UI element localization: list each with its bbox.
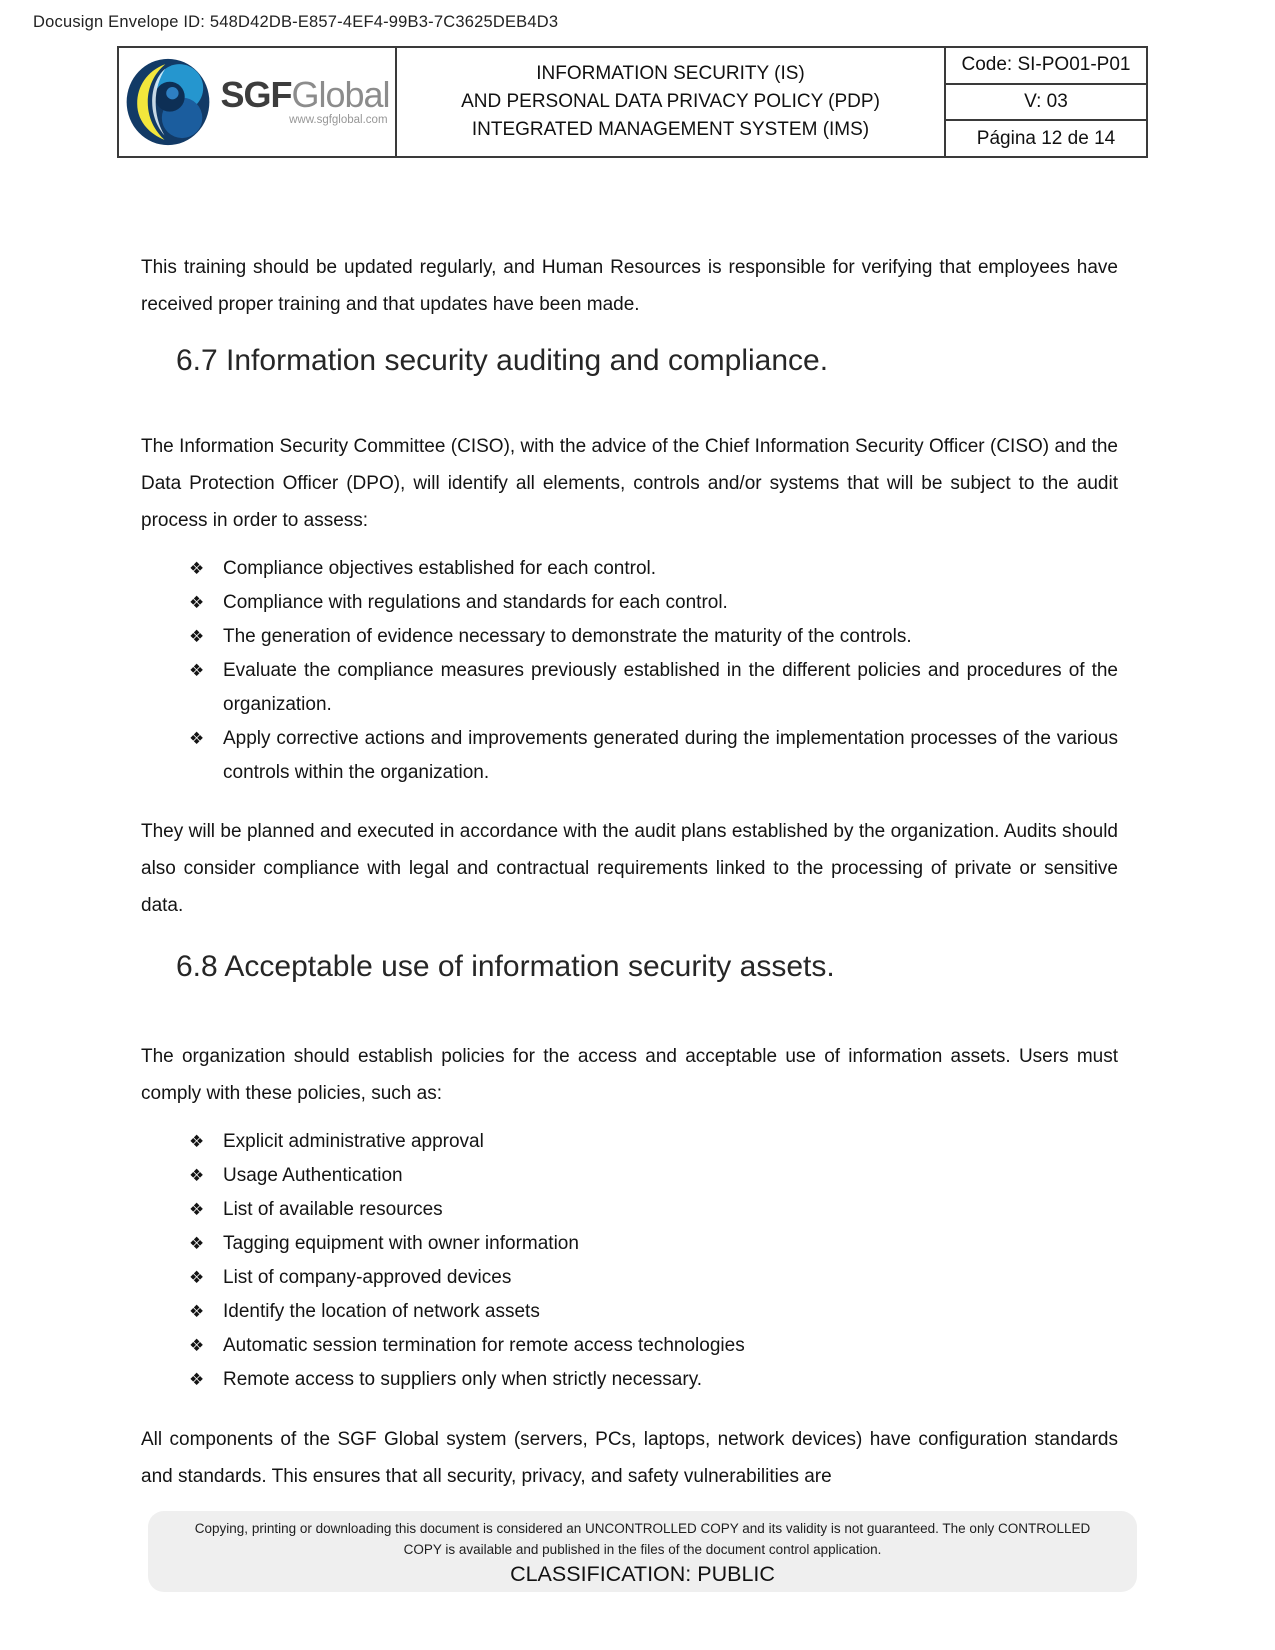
globe-logo-icon <box>124 58 212 146</box>
section-6-7-paragraph-1: The Information Security Committee (CISO), with the advice of the Chief Information Security Officer (CISO) and the Data Protection Officer (DPO), will identify all elements, controls and/or systems that will be subject to the audit process in order to assess: <box>141 436 1118 531</box>
list-item <box>189 552 1118 586</box>
section-6-8-paragraph-1: The organization should establish policies for the access and acceptable use of information assets. Users must comply with these policies, such as: <box>141 1046 1118 1104</box>
list-item <box>189 586 1118 620</box>
section-6-7-heading: 6.7 Information security auditing and compliance. <box>176 344 829 377</box>
diamond-bullet-icon: ❖ <box>189 593 205 612</box>
title-line-3: INTEGRATED MANAGEMENT SYSTEM (IMS) <box>471 119 870 140</box>
uncontrolled-copy-disclaimer: Copying, printing or downloading this document is considered an UNCONTROLLED COPY and its validity is not guaranteed. The only CONTROLLED COPY is available and published in the files of the document control application. <box>194 1521 1091 1557</box>
bullet-text: Evaluate the compliance measures previously established in the different policies and procedures of the organization. <box>223 660 1118 715</box>
document-title-cell <box>397 48 946 156</box>
bullet-text: List of company-approved devices <box>223 1267 512 1288</box>
list-item <box>189 1125 1118 1159</box>
bullet-text: Tagging equipment with owner information <box>223 1233 579 1254</box>
bullet-text: Remote access to suppliers only when strictly necessary. <box>223 1369 703 1390</box>
section-6-8-heading: 6.8 Acceptable use of information security assets. <box>176 950 835 983</box>
section-6-7-bullet-list <box>141 552 1118 790</box>
brand-global: Global <box>291 74 390 116</box>
logo-cell <box>119 48 397 156</box>
brand-sgf: SGF <box>220 74 292 116</box>
diamond-bullet-icon: ❖ <box>189 1336 205 1355</box>
diamond-bullet-icon: ❖ <box>189 1200 205 1219</box>
bullet-text: List of available resources <box>223 1199 443 1220</box>
bullet-text: Usage Authentication <box>223 1165 403 1186</box>
diamond-bullet-icon: ❖ <box>189 627 205 646</box>
diamond-bullet-icon: ❖ <box>189 559 205 578</box>
bullet-text: Apply corrective actions and improvements generated during the implementation processes of the various controls within the organization. <box>223 728 1118 783</box>
section-6-8-paragraph-2: All components of the SGF Global system (servers, PCs, laptops, network devices) have configuration standards and standards. This ensures that all security, privacy, and safety vulnerabilities are <box>141 1429 1118 1487</box>
bullet-text: Explicit administrative approval <box>223 1131 484 1152</box>
diamond-bullet-icon: ❖ <box>189 661 205 680</box>
list-item <box>189 1227 1118 1261</box>
list-item <box>189 1261 1118 1295</box>
bullet-text: Compliance objectives established for each control. <box>223 558 657 579</box>
list-item <box>189 1329 1118 1363</box>
docusign-envelope-id: Docusign Envelope ID: 548D42DB-E857-4EF4-99B3-7C3625DEB4D3 <box>33 13 559 31</box>
diamond-bullet-icon: ❖ <box>189 1132 205 1151</box>
title-line-1: INFORMATION SECURITY (IS) <box>536 63 805 84</box>
bullet-text: Automatic session termination for remote access technologies <box>223 1335 745 1356</box>
document-meta-cell <box>946 48 1146 156</box>
list-item <box>189 1193 1118 1227</box>
diamond-bullet-icon: ❖ <box>189 1370 205 1389</box>
section-6-8-bullet-list <box>141 1125 1118 1397</box>
footer-notice <box>148 1511 1137 1592</box>
diamond-bullet-icon: ❖ <box>189 729 205 748</box>
diamond-bullet-icon: ❖ <box>189 1268 205 1287</box>
diamond-bullet-icon: ❖ <box>189 1302 205 1321</box>
bullet-text: The generation of evidence necessary to demonstrate the maturity of the controls. <box>223 626 912 647</box>
diamond-bullet-icon: ❖ <box>189 1234 205 1253</box>
doc-page-number: Página 12 de 14 <box>976 127 1116 149</box>
doc-code: Code: SI-PO01-P01 <box>946 48 1146 85</box>
list-item <box>189 1159 1118 1193</box>
section-6-7-paragraph-2: They will be planned and executed in accordance with the audit plans established by the organization. Audits should also consider compliance with legal and contractual requirements linked to the processing of private or sensitive data. <box>141 821 1118 916</box>
list-item <box>189 654 1118 722</box>
bullet-text: Compliance with regulations and standards for each control. <box>223 592 728 613</box>
bullet-text: Identify the location of network assets <box>223 1301 540 1322</box>
list-item <box>189 620 1118 654</box>
document-body <box>141 160 1118 1495</box>
brand-name <box>220 74 390 116</box>
logo-text <box>220 74 390 127</box>
intro-paragraph: This training should be updated regularly, and Human Resources is responsible for verifying that employees have received proper training and that updates have been made. <box>141 257 1118 315</box>
header-table <box>117 46 1148 158</box>
sgf-global-logo <box>124 58 389 146</box>
brand-url: www.sgfglobal.com <box>289 114 388 127</box>
list-item <box>189 722 1118 790</box>
list-item <box>189 1363 1118 1397</box>
doc-version: V: 03 <box>946 85 1146 122</box>
classification-label: CLASSIFICATION: PUBLIC <box>510 1562 775 1586</box>
list-item <box>189 1295 1118 1329</box>
diamond-bullet-icon: ❖ <box>189 1166 205 1185</box>
title-line-2: AND PERSONAL DATA PRIVACY POLICY (PDP) <box>461 91 880 112</box>
